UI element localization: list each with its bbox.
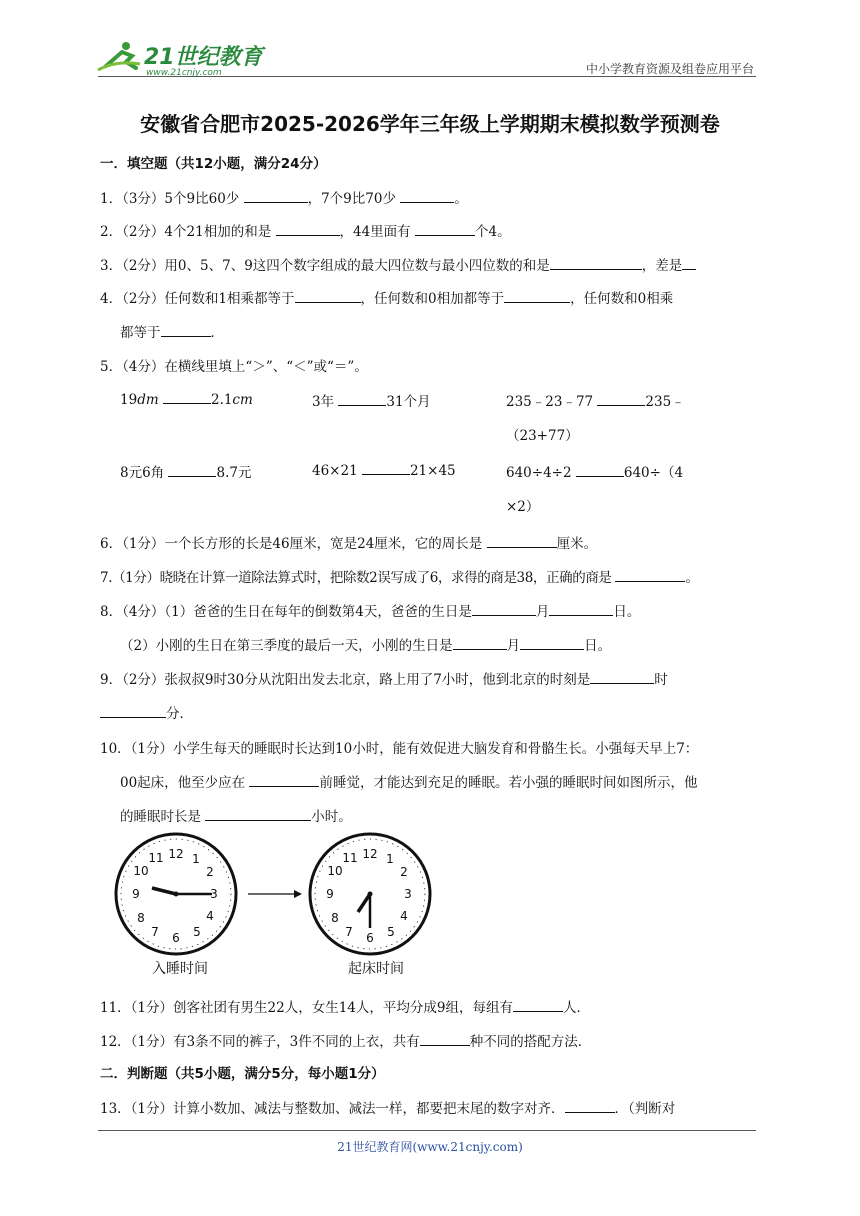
svg-text:11: 11 (148, 851, 164, 865)
svg-text:6: 6 (366, 931, 374, 945)
answer-blank[interactable] (415, 222, 475, 236)
page-title: 安徽省合肥市2025-2026学年三年级上学期期末模拟数学预测卷 (140, 112, 720, 136)
answer-blank[interactable] (576, 463, 624, 477)
question-12: 12．（1分）有3条不同的裤子，3件不同的上衣，共有 种不同的搭配方法． (100, 1034, 592, 1050)
q5-item-1: 19dm 2.1cm (120, 392, 253, 408)
svg-text:7: 7 (345, 925, 353, 939)
answer-blank[interactable] (420, 1032, 470, 1046)
question-1: 1．（3分）5个9比60少 ，7个9比70少 。 (100, 191, 468, 207)
svg-text:8: 8 (331, 911, 339, 925)
answer-blank[interactable] (513, 998, 563, 1012)
wakeup-clock (310, 834, 430, 954)
answer-blank[interactable] (295, 289, 361, 303)
header-divider (98, 76, 756, 77)
answer-blank[interactable] (520, 636, 584, 650)
answer-blank[interactable] (487, 534, 557, 548)
arrow-icon (248, 890, 302, 898)
svg-text:12: 12 (362, 847, 378, 861)
answer-blank[interactable] (550, 256, 642, 270)
question-6: 6．（1分）一个长方形的长是46厘米，宽是24厘米，它的周长是 厘米。 (100, 536, 598, 552)
svg-text:1: 1 (192, 852, 200, 866)
svg-text:12: 12 (168, 847, 184, 861)
footer-link[interactable]: 21世纪教育网(www.21cnjy.com) (337, 1140, 523, 1154)
svg-text:4: 4 (400, 909, 408, 923)
q5-item-3: 235﹣23﹣77 235﹣ (506, 394, 685, 410)
answer-blank[interactable] (472, 602, 536, 616)
svg-text:10: 10 (133, 864, 149, 878)
question-2: 2．（2分）4个21相加的和是 ，44里面有 个4。 (100, 224, 511, 240)
wakeup-label: 起床时间 (348, 961, 404, 977)
svg-text:3: 3 (404, 887, 412, 901)
svg-text:6: 6 (172, 931, 180, 945)
answer-blank[interactable] (205, 807, 311, 821)
answer-blank[interactable] (400, 189, 454, 203)
svg-text:4: 4 (206, 909, 214, 923)
q5-item-6: 640÷4÷2 640÷（4 (506, 465, 684, 481)
question-10: 10．（1分）小学生每天的睡眠时长达到10小时，能有效促进大脑发育和骨骼生长。小强每天早上7： (100, 741, 699, 757)
q5-item-6-cont: ×2） (506, 499, 540, 515)
svg-text:8: 8 (137, 911, 145, 925)
question-9-cont: 分． (100, 702, 193, 722)
svg-text:3: 3 (210, 887, 218, 901)
question-4: 4．（2分）任何数和1相乘都等于 ，任何数和0相加都等于 ，任何数和0相乘 (100, 291, 674, 307)
question-5: 5．（4分）在横线里填上“＞”、“＜”或“＝”。 (100, 359, 368, 375)
section-judge: 二．判断题（共5小题，满分5分，每小题1分） (100, 1066, 385, 1082)
answer-blank[interactable] (249, 773, 319, 787)
answer-blank[interactable] (615, 568, 685, 582)
bedtime-label: 入睡时间 (152, 961, 208, 977)
answer-blank[interactable] (597, 392, 645, 406)
logo (96, 38, 266, 78)
question-10-cont2: 的睡眠时长是 小时。 (120, 809, 352, 825)
platform-name: 中小学教育资源及组卷应用平台 (585, 62, 754, 76)
answer-blank[interactable] (504, 289, 570, 303)
question-13: 13．（1分）计算小数加、减法与整数加、减法一样，都要把末尾的数字对齐． ．（判断对 (100, 1101, 676, 1117)
question-8: 8．（4分）（1）爸爸的生日在每年的倒数第4天，爸爸的生日是 月 日。 (100, 604, 641, 620)
bedtime-clock (116, 834, 236, 954)
svg-text:7: 7 (151, 925, 159, 939)
answer-blank[interactable] (276, 222, 340, 236)
question-4-cont: 都等于 ． (120, 325, 224, 341)
logo-url: www.21cnjy.com (146, 68, 222, 78)
svg-text:9: 9 (326, 887, 334, 901)
q5-item-5: 46×21 21×45 (312, 463, 456, 479)
answer-blank[interactable] (100, 704, 166, 718)
q5-item-3-cont: （23+77） (506, 428, 579, 444)
svg-text:11: 11 (342, 851, 358, 865)
svg-text:5: 5 (193, 925, 201, 939)
clock-figure (112, 830, 432, 960)
svg-text:10: 10 (327, 864, 343, 878)
svg-text:9: 9 (132, 887, 140, 901)
answer-blank[interactable] (244, 189, 308, 203)
question-8-part2: （2）小刚的生日在第三季度的最后一天，小刚的生日是 月 日。 (120, 638, 612, 654)
answer-blank[interactable] (338, 392, 386, 406)
answer-blank[interactable] (453, 636, 507, 650)
answer-blank[interactable] (682, 256, 696, 270)
answer-blank[interactable] (590, 670, 654, 684)
answer-blank[interactable] (549, 602, 613, 616)
question-3: 3．（2分）用0、5、7、9这四个数字组成的最大四位数与最小四位数的和是 ，差是 (100, 254, 696, 274)
question-9: 9．（2分）张叔叔9时30分从沈阳出发去北京，路上用了7小时，他到北京的时刻是 时 (100, 672, 668, 688)
answer-blank[interactable] (565, 1099, 615, 1113)
svg-text:2: 2 (206, 865, 214, 879)
answer-blank[interactable] (362, 461, 410, 475)
q5-item-4: 8元6角 8.7元 (120, 465, 252, 481)
svg-text:1: 1 (386, 852, 394, 866)
q5-item-2: 3年 31个月 (312, 394, 431, 410)
section-fill: 一．填空题（共12小题，满分24分） (100, 156, 327, 172)
svg-text:2: 2 (400, 865, 408, 879)
question-7: 7.（1分）晓晓在计算一道除法算式时，把除数2误写成了6，求得的商是38，正确的商是 。 (100, 570, 699, 586)
logo-text: 21世纪教育 (144, 45, 263, 70)
question-10-cont: 00起床，他至少应在 前睡觉，才能达到充足的睡眠。若小强的睡眠时间如图所示，他 (120, 775, 698, 791)
answer-blank[interactable] (168, 463, 216, 477)
footer-divider (98, 1130, 756, 1131)
answer-blank[interactable] (163, 390, 211, 404)
svg-text:5: 5 (387, 925, 395, 939)
answer-blank[interactable] (161, 323, 211, 337)
question-11: 11．（1分）创客社团有男生22人，女生14人，平均分成9组，每组有 人． (100, 1000, 590, 1016)
